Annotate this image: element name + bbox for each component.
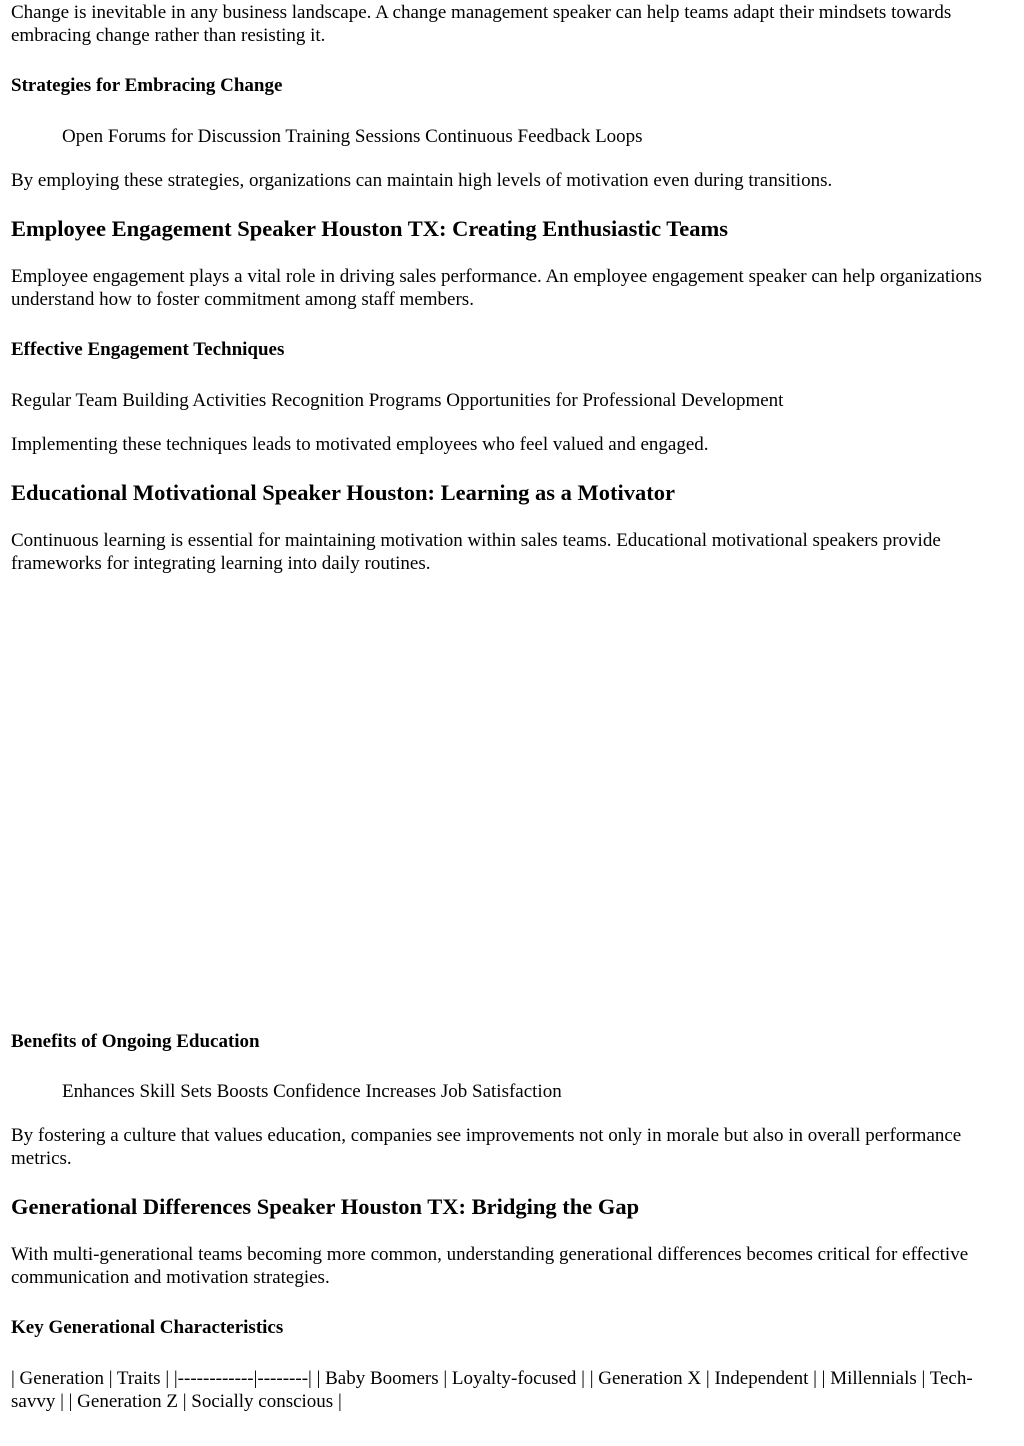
generational-paragraph: With multi-generational teams becoming more common, understanding generational differences becomes critical for effective communication and motivation strategies. bbox=[11, 1244, 969, 1288]
engagement-conclusion: Implementing these techniques leads to motivated employees who feel valued and engaged. bbox=[11, 434, 709, 455]
education-conclusion: By fostering a culture that values education, companies see improvements not only in morale but also in overall performance metrics. bbox=[11, 1125, 962, 1169]
engagement-title: Employee Engagement Speaker Houston TX: Creating Enthusiastic Teams bbox=[11, 216, 728, 241]
generational-table-text: | Generation | Traits | |------------|--------| | Baby Boomers | Loyalty-focused | | Generation X | Independent | | Millennials | Tech-savvy | | Generation Z | Socially conscious | bbox=[11, 1368, 973, 1412]
education-title: Educational Motivational Speaker Houston: Learning as a Motivator bbox=[11, 480, 675, 505]
change-conclusion: By employing these strategies, organizations can maintain high levels of motivation even during transitions. bbox=[11, 170, 833, 191]
article-body bbox=[11, 0, 1011, 1413]
change-strategies-list: Open Forums for Discussion Training Sessions Continuous Feedback Loops bbox=[62, 126, 643, 147]
education-benefits-list: Enhances Skill Sets Boosts Confidence Increases Job Satisfaction bbox=[62, 1081, 562, 1102]
engagement-techniques-heading: Effective Engagement Techniques bbox=[11, 339, 285, 360]
engagement-paragraph: Employee engagement plays a vital role in driving sales performance. An employee engagement speaker can help organizations understand how to foster commitment among staff members. bbox=[11, 266, 982, 310]
generational-characteristics-heading: Key Generational Characteristics bbox=[11, 1317, 284, 1338]
generational-title: Generational Differences Speaker Houston TX: Bridging the Gap bbox=[11, 1194, 640, 1219]
intro-paragraph: Change is inevitable in any business landscape. A change management speaker can help teams adapt their mindsets towards embracing change rather than resisting it. bbox=[11, 2, 952, 46]
education-benefits-heading: Benefits of Ongoing Education bbox=[11, 1031, 260, 1052]
blank-region bbox=[11, 575, 1011, 1030]
education-paragraph: Continuous learning is essential for maintaining motivation within sales teams. Educational motivational speakers provide frameworks for integrating learning into daily routines. bbox=[11, 530, 941, 574]
engagement-techniques-list: Regular Team Building Activities Recognition Programs Opportunities for Professional Development bbox=[11, 390, 784, 411]
change-strategies-heading: Strategies for Embracing Change bbox=[11, 75, 283, 96]
